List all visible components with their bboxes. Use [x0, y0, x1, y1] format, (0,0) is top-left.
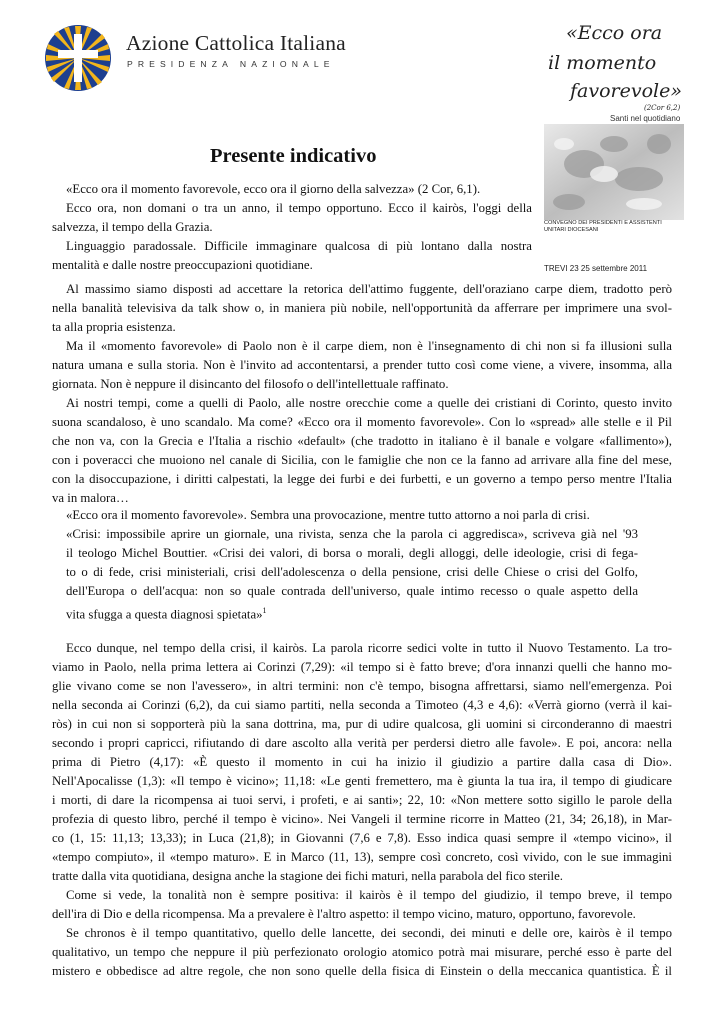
- text-line: Se chronos è il tempo quantitativo, quello delle lancette, dei secondi, dei minuti e delle ore, kairòs è il tempo: [66, 926, 672, 940]
- event-poster: [540, 18, 690, 286]
- poster-convention-line-2: UNITARI DIOCESANI: [544, 226, 599, 233]
- text-line: salvezza, il tempo della Grazia.: [52, 220, 213, 234]
- text-line: «Ecco ora il momento favorevole». Sembra una provocazione, mentre tutto attorno a noi parla di crisi.: [66, 508, 590, 522]
- text-line: va in malora…: [52, 491, 129, 505]
- poster-convention: [544, 220, 662, 234]
- text-line: con i poveracci che muoiono nel canale di Sicilia, con le famiglie che non ce la fanno ad arrivare alla fine del mese,: [52, 453, 672, 467]
- text-line: viamo in Paolo, nella prima lettera ai Corinzi (7,29): «il tempo si è fatto breve; d'ora innanzi quelli che hanno mo-: [52, 660, 672, 674]
- text-line: ta alla propria esistenza.: [52, 320, 176, 334]
- text-line: giornata. Non è neppure il disincanto del filosofo o dell'intellettuale raffinato.: [52, 377, 449, 391]
- text-line: to o di fede, crisi ministeriali, crisi dell'adolescenza o della pensione, crisi delle Chiese o crisi del Golfo,: [66, 565, 638, 579]
- ac-logo-icon: [44, 24, 112, 92]
- text-line: Nell'Apocalisse (1,3): «Il tempo è vicino»; 11,18: «Le genti fremettero, ma è giunta la tua ira, il tempo di giudicare: [52, 774, 672, 788]
- text-line: nella seconda ai Corinzi (6,2), da cui siamo partiti, nella seconda a Timoteo (4,3 e 4,6): «Verrà giorno (verrà il kai-: [52, 698, 672, 712]
- text-line: suona scandaloso, è uno scandalo. Ma come? «Ecco ora il momento favorevole». Con lo «spread» alle stelle e il Pil: [52, 415, 672, 429]
- text-line: i morti, di dare la ricompensa ai tuoi servi, i profeti, e ai santi»; 22, 10: «Non mettere sotto sigillo le parole della: [52, 793, 672, 807]
- text-line: Ma il «momento favorevole» di Paolo non è il carpe diem, non è l'insegnamento di chi non si fa illusioni sulla: [66, 339, 672, 353]
- text-line: Ai nostri tempi, come a quelli di Paolo, alle nostre orecchie come a quelle dei cristiani di Corinto, questo invito: [66, 396, 672, 410]
- text-line: «Ecco ora il momento favorevole, ecco ora il giorno della salvezza» (2 Cor, 6,1).: [66, 182, 481, 196]
- poster-line-1: «Ecco ora: [566, 22, 663, 44]
- text-line: secondo i propri capricci, rifiutando di dare ascolto alla verità per perdersi dietro alle favole». E poi, ancora: nella: [52, 736, 672, 750]
- text-line: Ecco ora, non domani o tra un anno, il tempo opportuno. Ecco il kairòs, l'oggi della: [66, 201, 532, 215]
- poster-convention-line-1: CONVEGNO DEI PRESIDENTI E ASSISTENTI: [544, 220, 662, 226]
- text-line: mistero e obbedisce ad altre regole, che non sono quelle della fisica di Einstein o della meccanica quantistica. È il: [52, 964, 672, 978]
- text-line: Ecco dunque, nel tempo della crisi, il kairòs. La parola ricorre sedici volte in tutto il Nuovo Testamento. La tro-: [66, 641, 672, 655]
- text-line: che non va, con la Grecia e l'Italia a rischio «default» (che tradotto in italiano è il banale e volgare «fallimento»),: [52, 434, 672, 448]
- footnote-marker[interactable]: 1: [262, 606, 267, 615]
- text-line: mentalità e dalle nostre preoccupazioni quotidiane.: [52, 258, 313, 272]
- text-line: tratte dalla vita quotidiana, designa anche la stagione dei fichi maturi, nella parabola del fico sterile.: [52, 869, 563, 883]
- text-line: dell'ira di Dio e della ricompensa. Ma a prevalere è l'altro aspetto: il tempo vicino, maturo, opportuno, favorevole.: [52, 907, 636, 921]
- poster-line-2: il momento: [548, 52, 657, 74]
- text-line: dell'Europa o dell'acqua: non so quale contrada dell'universo, quale intimo recesso o quale aspetto della: [66, 584, 638, 598]
- text-line: profezia di questo libro, perché il tempo è vicino». Nei Vangeli il termine ricorre in Matteo (21, 34; 26,18), in Mar-: [52, 812, 672, 826]
- org-subtitle: PRESIDENZA NAZIONALE: [127, 59, 335, 69]
- text-line: qualitativo, un tempo che neppure il più perfezionato orologio atomico potrà mai misurare, perché esso è parte del: [52, 945, 672, 959]
- text-line: con la disoccupazione, i diritti calpestati, la legge dei furbi e dei furbetti, e un governo a tempo perso mentre l'Italia: [52, 472, 672, 486]
- text-line: «Crisi: impossibile aprire un giornale, una rivista, senza che la parola ci aggredisca», scriveva già nel '93: [66, 527, 638, 541]
- poster-line-3: favorevole»: [570, 80, 682, 102]
- text-line: co (1, 15: 11,13; 13,33); in Luca (21,8); in Giovanni (7,6 e 7,8). Esso indica quasi sempre il «tempo vicino», il: [52, 831, 672, 845]
- poster-illustration: [544, 124, 684, 254]
- poster-subtitle: Santi nel quotidiano: [610, 114, 681, 123]
- text-line: prima di Pietro (4,17): «È questo il momento in cui ha inizio il giudizio a partire dalla casa di Dio».: [52, 755, 672, 769]
- text-line: Al massimo siamo disposti ad accettare la retorica dell'attimo fuggente, dell'oraziano carpe diem, tradotto però: [66, 282, 672, 296]
- org-name: Azione Cattolica Italiana: [126, 31, 346, 55]
- text-line: vita sfugga a questa diagnosi spietata»$^1$: [66, 606, 267, 622]
- text-line: il teologo Michel Bouttier. «Crisi dei valori, di borsa o morali, degli alloggi, delle ideologie, crisi di fega-: [66, 546, 638, 560]
- text-line: ròs) in cui non si sopporterà più la sana dottrina, ma, pur di udire qualcosa, gli uomini si circonderanno di maestri: [52, 717, 672, 731]
- text-line: «tempo compiuto», il «tempo maturo». E in Marco (11, 13), sempre così concreto, così vivido, con le sue immagini: [52, 850, 672, 864]
- text-line: Come si vede, la tonalità non è sempre positiva: il kairòs è il tempo del giudizio, il tempo breve, il tempo: [66, 888, 672, 902]
- text-line: natura umana e sulla storia. Non è l'invito ad accontentarsi, a prender tutto così come viene, a vivere, insomma, alla: [52, 358, 672, 372]
- text-line: nella banalità televisiva da talk show o, in maniera più nobile, nell'opportunità da afferrare per imprimere una svol-: [52, 301, 672, 315]
- text-line: glie vivano come se non l'avessero», in altri termini: non c'è tempo, bisogna affrettarsi, siamo nell'emergenza. Poi: [52, 679, 672, 693]
- poster-date: TREVI 23 25 settembre 2011: [544, 264, 648, 273]
- text-line: Linguaggio paradossale. Difficile immaginare qualcosa di più lontano dalla nostra: [66, 239, 532, 253]
- page-title: Presente indicativo: [210, 145, 377, 167]
- poster-reference: (2Cor 6,2): [644, 104, 681, 112]
